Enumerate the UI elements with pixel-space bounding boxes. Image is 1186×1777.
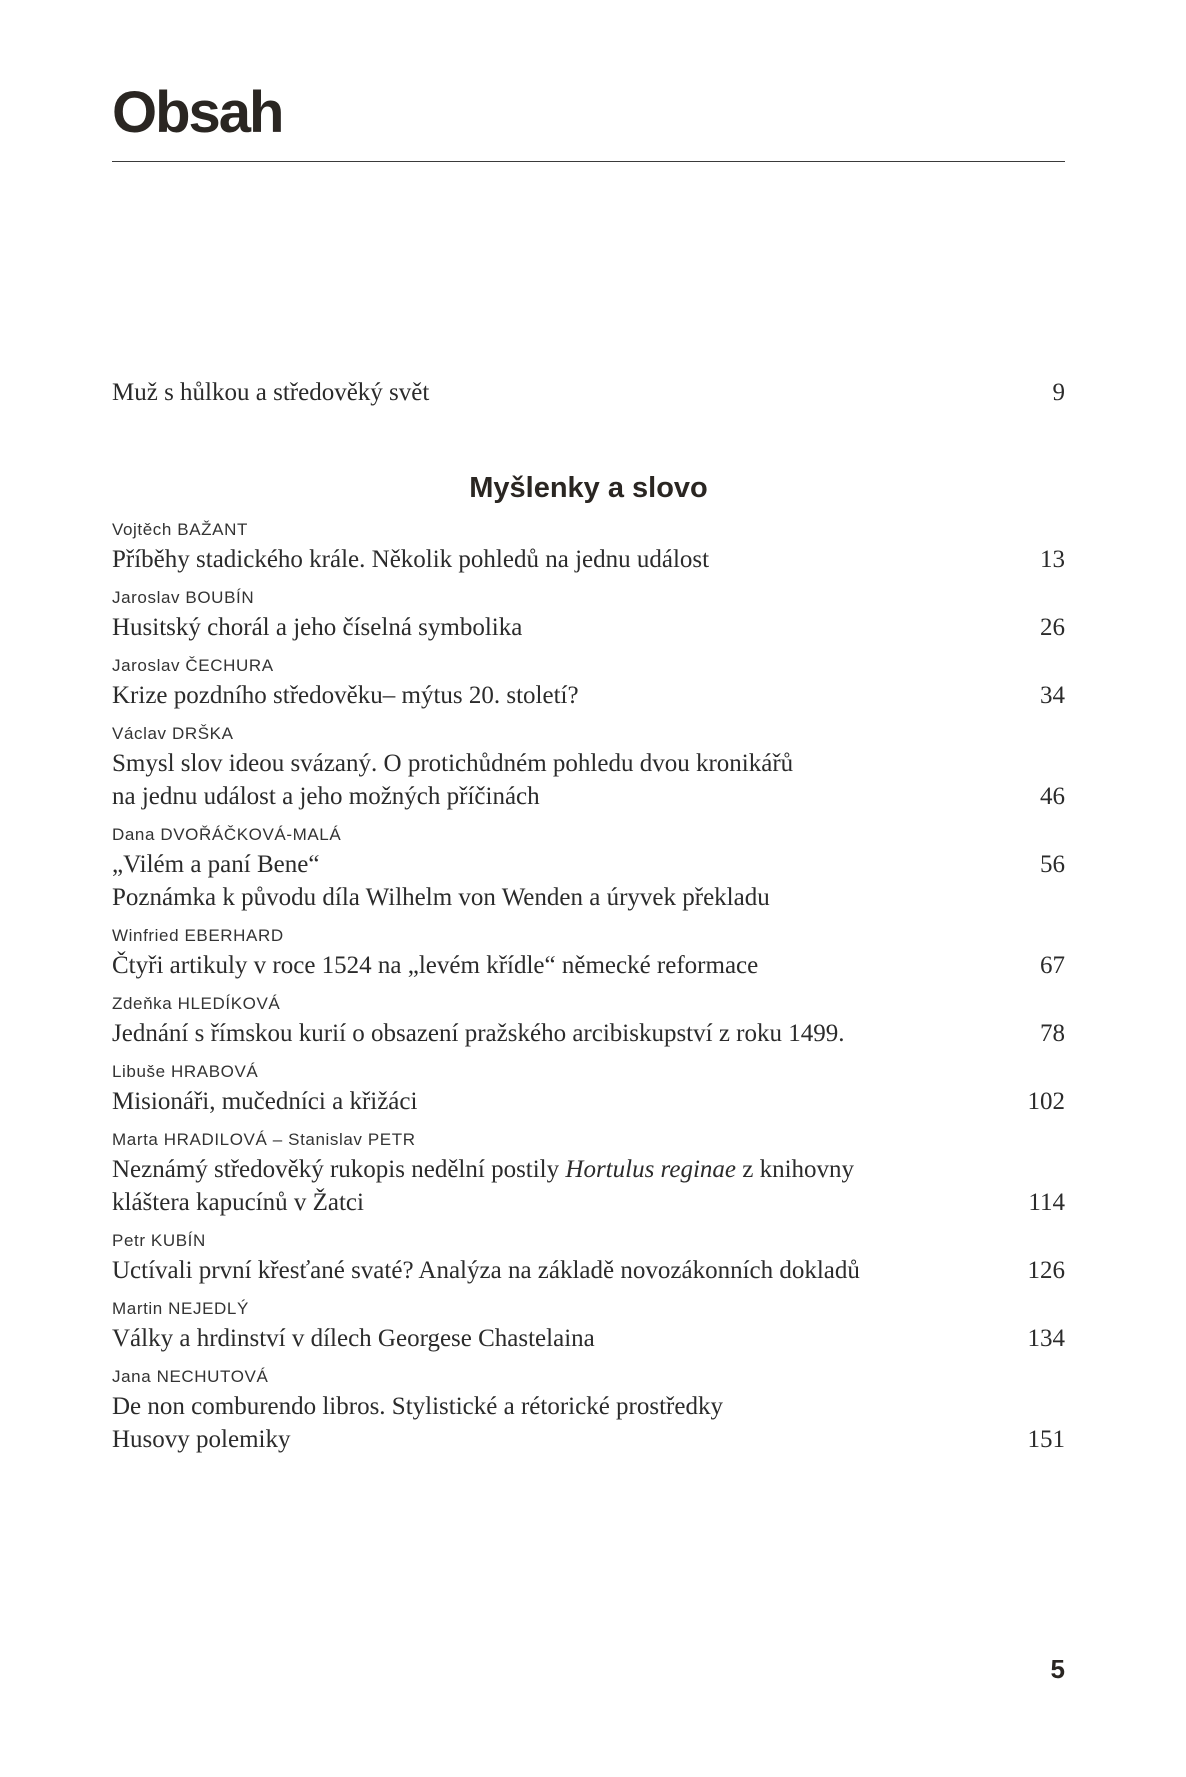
entry-page-number: 13 — [1040, 546, 1065, 573]
entry-title: Misionáři, mučedníci a křižáci — [112, 1088, 418, 1115]
entry-title-row — [112, 1017, 1065, 1050]
toc-entry[interactable] — [112, 925, 1065, 982]
entry-page-number: 9 — [1052, 379, 1065, 406]
entry-title: „Vilém a paní Bene“ — [112, 851, 320, 878]
entry-page-number: 67 — [1040, 952, 1065, 979]
entry-title: Jednání s římskou kurií o obsazení pražského arcibiskupství z roku 1499. — [112, 1020, 845, 1047]
entry-title-line-2: na jednu událost a jeho možných příčinách — [112, 783, 540, 810]
entry-author: Jana NECHUTOVÁ — [112, 1367, 269, 1386]
entry-title-line-1: De non comburendo libros. Stylistické a rétorické prostředky — [112, 1393, 723, 1420]
entry-author: Dana DVOŘÁČKOVÁ-MALÁ — [112, 825, 342, 844]
entry-title-row — [112, 1322, 1065, 1355]
entry-page-number: 126 — [1027, 1257, 1065, 1284]
entry-title-row — [112, 1085, 1065, 1118]
entry-page-number: 102 — [1027, 1088, 1065, 1115]
toc-entry[interactable] — [112, 824, 1065, 914]
toc-entry[interactable] — [112, 993, 1065, 1050]
entry-title-row — [112, 1186, 1065, 1219]
title-rule — [112, 161, 1065, 162]
toc-entry[interactable] — [112, 587, 1065, 644]
entry-title: Příběhy stadického krále. Několik pohledů na jednu událost — [112, 546, 710, 573]
entry-title-line-1 — [112, 1153, 1065, 1186]
toc-entry[interactable] — [112, 519, 1065, 576]
toc-entry[interactable] — [112, 1129, 1065, 1219]
entry-title: Krize pozdního středověku– mýtus 20. století? — [112, 682, 579, 709]
entry-page-number: 114 — [1028, 1189, 1065, 1216]
entry-author: Jaroslav BOUBÍN — [112, 588, 255, 607]
entry-author: Zdeňka HLEDÍKOVÁ — [112, 994, 281, 1013]
entry-page-number: 26 — [1040, 614, 1065, 641]
entry-title-row — [112, 679, 1065, 712]
toc-entry-intro[interactable] — [112, 376, 1065, 409]
entry-title-part: Neznámý středověký rukopis nedělní postily — [112, 1156, 566, 1183]
entry-page-number: 151 — [1027, 1426, 1065, 1453]
entry-title-part: z knihovny — [735, 1156, 855, 1183]
entry-author: Martin NEJEDLÝ — [112, 1299, 249, 1318]
entry-title-line-2: kláštera kapucínů v Žatci — [112, 1189, 364, 1216]
toc-entry[interactable] — [112, 655, 1065, 712]
entry-page-number: 134 — [1027, 1325, 1065, 1352]
entry-title-row — [112, 1254, 1065, 1287]
entry-author: Marta HRADILOVÁ – Stanislav PETR — [112, 1130, 416, 1149]
entry-title: Husitský chorál a jeho číselná symbolika — [112, 614, 523, 641]
toc-entry[interactable] — [112, 1061, 1065, 1118]
page-title: Obsah — [112, 80, 283, 145]
entry-author: Jaroslav ČECHURA — [112, 656, 274, 675]
toc-entry[interactable] — [112, 723, 1065, 813]
entry-title-row — [112, 1423, 1065, 1456]
entry-title-italic: Hortulus reginae — [565, 1156, 736, 1183]
entry-author: Winfried EBERHARD — [112, 926, 284, 945]
entry-author: Václav DRŠKA — [112, 724, 234, 743]
entry-title: Uctívali první křesťané svaté? Analýza na základě novozákonních dokladů — [112, 1257, 860, 1284]
page-number: 5 — [1050, 1654, 1065, 1684]
entry-title-line-2: Husovy polemiky — [112, 1426, 291, 1453]
entry-title-row — [112, 543, 1065, 576]
entry-title-row — [112, 949, 1065, 982]
toc-entry[interactable] — [112, 1298, 1065, 1355]
entry-author: Libuše HRABOVÁ — [112, 1062, 259, 1081]
entry-title-row — [112, 780, 1065, 813]
entry-title-line-1: Smysl slov ideou svázaný. O protichůdném pohledu dvou kronikářů — [112, 750, 794, 777]
entry-page-number: 34 — [1040, 682, 1065, 709]
toc-entry[interactable] — [112, 1230, 1065, 1287]
entry-title-row — [112, 376, 1065, 409]
entry-title: Války a hrdinství v dílech Georgese Chastelaina — [112, 1325, 595, 1352]
entry-subtitle: Poznámka k původu díla Wilhelm von Wenden a úryvek překladu — [112, 884, 770, 911]
entry-page-number: 46 — [1040, 783, 1065, 810]
section-heading: Myšlenky a slovo — [469, 472, 708, 504]
entry-page-number: 56 — [1040, 851, 1065, 878]
entry-page-number: 78 — [1040, 1020, 1065, 1047]
entry-author: Vojtěch BAŽANT — [112, 520, 248, 539]
entry-title: Čtyři artikuly v roce 1524 na „levém křídle“ německé reformace — [112, 952, 759, 979]
toc-entry[interactable] — [112, 1366, 1065, 1456]
entry-title: Muž s hůlkou a středověký svět — [112, 379, 430, 406]
entry-title-row — [112, 848, 1065, 881]
entry-author: Petr KUBÍN — [112, 1231, 206, 1250]
table-of-contents — [112, 376, 1065, 1467]
entry-title-row — [112, 611, 1065, 644]
